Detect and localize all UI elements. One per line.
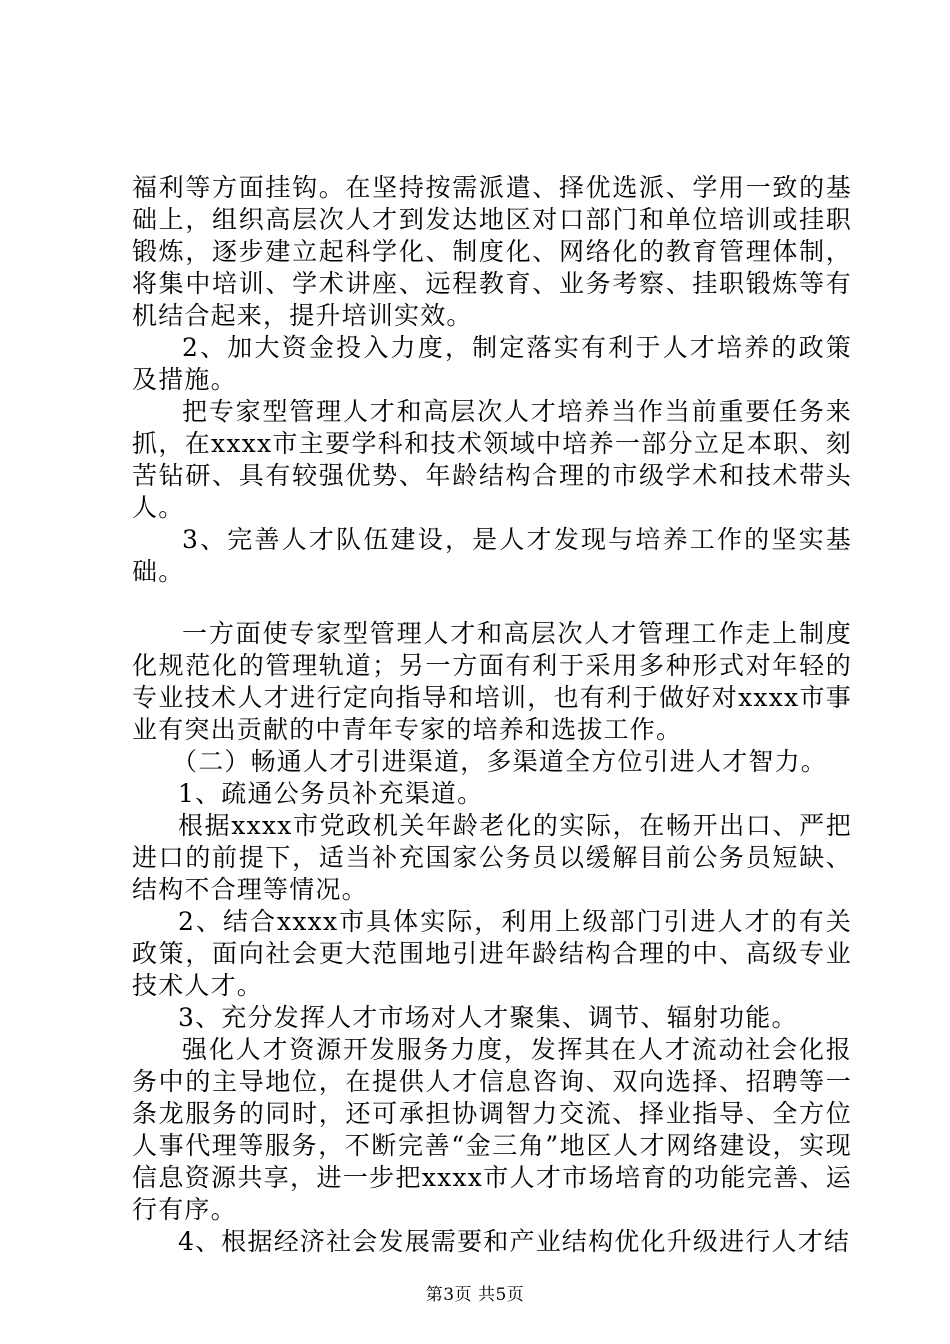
section-heading-2: （二）畅通人才引进渠道，多渠道全方位引进人才智力。 xyxy=(172,747,828,776)
paragraph-item-3-heading: 3、完善人才队伍建设，是人才发现与培养工作的坚实基础。 xyxy=(132,525,852,586)
paragraph-spacer xyxy=(132,588,852,618)
paragraph-sub-4-heading: 4、根据经济社会发展需要和产业结构优化升级进行人才结 xyxy=(178,1227,851,1256)
paragraph-sub-3-body: 强化人才资源开发服务力度，发挥其在人才流动社会化报务中的主导地位，在提供人才信息咨询、双向选择、招聘等一条龙服务的同时，还可承担协调智力交流、择业指导、全方位人事代理等服务，不断完善“金三角”地区人才网络建设，实现信息资源共享，进一步把xxxx市人才市场培育的功能完善、运行有序。 xyxy=(132,1035,852,1224)
paragraph-continuation: 福利等方面挂钩。在坚持按需派遣、择优选派、学用一致的基础上，组织高层次人才到发达地区对口部门和单位培训或挂职锻炼，逐步建立起科学化、制度化、网络化的教育管理体制，将集中培训、学术讲座、远程教育、业务考察、挂职锻炼等有机结合起来，提升培训实效。 xyxy=(132,173,852,330)
paragraph-sub-2: 2、结合xxxx市具体实际，利用上级部门引进人才的有关政策，面向社会更大范围地引进年龄结构合理的中、高级专业技术人才。 xyxy=(132,907,852,1000)
page-footer: 第3页 共5页 xyxy=(425,1285,525,1305)
paragraph-sub-1-body: 根据xxxx市党政机关年龄老化的实际，在畅开出口、严把进口的前提下，适当补充国家公务员以缓解目前公务员短缺、结构不合理等情况。 xyxy=(132,811,852,904)
paragraph-sub-3-heading: 3、充分发挥人才市场对人才聚集、调节、辐射功能。 xyxy=(178,1003,798,1032)
document-body xyxy=(132,172,852,1258)
paragraph-sub-1-heading: 1、疏通公务员补充渠道。 xyxy=(178,779,484,808)
paragraph-item-3-body: 一方面使专家型管理人才和高层次人才管理工作走上制度化规范化的管理轨道；另一方面有利于采用多种形式对年轻的专业技术人才进行定向指导和培训，也有利于做好对xxxx市事业有突出贡献的中青年专家的培养和选拔工作。 xyxy=(132,619,852,744)
paragraph-item-2-heading: 2、加大资金投入力度，制定落实有利于人才培养的政策及措施。 xyxy=(132,333,852,394)
paragraph-item-2-body: 把专家型管理人才和高层次人才培养当作当前重要任务来抓，在xxxx市主要学科和技术领域中培养一部分立足本职、刻苦钻研、具有较强优势、年龄结构合理的市级学术和技术带头人。 xyxy=(132,397,852,522)
